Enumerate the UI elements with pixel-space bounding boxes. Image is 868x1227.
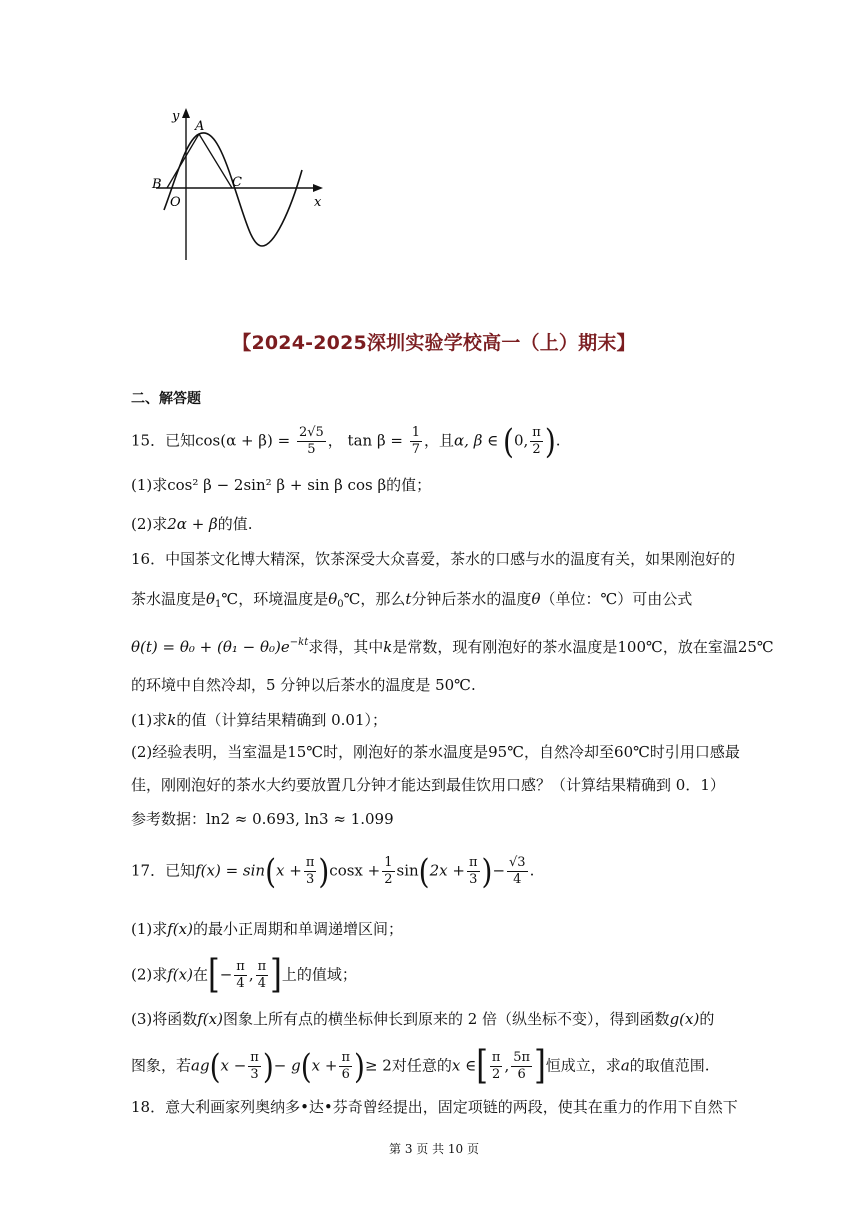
q17-frac-pi2 <box>490 1050 503 1083</box>
exam-title: 【2024-2025深圳实验学校高一（上）期末】 <box>232 332 636 354</box>
q17-p2a: (2)求 <box>131 965 168 984</box>
q17-p3c: 的 <box>699 1010 715 1028</box>
q15-end: . <box>555 431 561 450</box>
q17-end: . <box>529 861 535 880</box>
q15-frac1-den: 5 <box>307 442 316 457</box>
q16-l3b: 求得，其中 <box>308 638 384 656</box>
q17-five-pi: 5π <box>513 1050 531 1065</box>
q16-l2e: （单位：℃）可由公式 <box>540 590 693 608</box>
q17-four: 4 <box>513 872 522 887</box>
q17-part1 <box>131 918 403 940</box>
q17-frac-half <box>382 855 394 888</box>
q15-part2 <box>131 513 252 535</box>
q17-xp: x + <box>311 1056 338 1075</box>
q17-three-b: 3 <box>469 872 478 887</box>
q15-part1 <box>131 474 431 496</box>
q16-part2-line2: 佳，刚刚泡好的茶水大约要放置几分钟才能达到最佳饮用口感？（计算结果精确到 0．1） <box>131 776 725 794</box>
q17-p2b: 在 <box>192 965 208 984</box>
q16-formula-exp: −kt <box>289 637 309 648</box>
q17-frac-pi3c <box>248 1050 261 1083</box>
q17-frac-pi3b <box>467 855 480 888</box>
q15-frac2 <box>410 425 422 458</box>
q17-frac-5pi6 <box>511 1050 532 1083</box>
q17-frac-pi3 <box>304 855 317 888</box>
q15-ab: α, β ∈ <box>454 431 499 450</box>
q17-half-den: 2 <box>384 872 393 887</box>
segment-ba <box>167 134 199 188</box>
q16-temp25: 25℃ <box>737 638 774 656</box>
q15-cos-expr: cos(α + β) = <box>195 431 291 450</box>
q17-a: a <box>620 1056 630 1075</box>
q16-temp100: 100℃ <box>617 638 663 656</box>
q16-l2a: 茶水温度是 <box>131 590 207 608</box>
q16-k: k <box>383 638 393 656</box>
x-axis-arrow <box>313 184 323 192</box>
q17-minus-g: − g <box>273 1056 301 1075</box>
q17-part3-line2: 图象，若ag(x − $\frac{\pi}{3}$ )− g(x + $\frac{\pi}{6}$ )≥ 2对任意的x ∈[ $\frac{\pi}{2}$ , $\frac{5\pi}{6}$ ]恒成立，求a的取值范围. <box>131 1043 710 1089</box>
q17-p3a: (3)将函数 <box>131 1010 198 1028</box>
q15-frac2-num: 1 <box>411 425 421 440</box>
q16-part2 <box>131 741 740 763</box>
q17-pi-e: π <box>250 1050 259 1065</box>
q17-four-c: 4 <box>257 976 267 991</box>
q15-frac3-den: 2 <box>532 442 541 457</box>
q17-frac-pi6 <box>339 1050 352 1083</box>
q17-frac-sqrt3 <box>507 855 528 888</box>
q17-six: 6 <box>341 1067 350 1082</box>
q16-l2d: 分钟后茶水的温度 <box>411 590 532 608</box>
function-graph <box>142 100 342 270</box>
x-label: x <box>314 195 322 210</box>
q15-frac3 <box>530 425 543 458</box>
q17-pi-c: π <box>236 959 245 974</box>
q15-frac3-num: π <box>532 425 541 440</box>
q17-half-num: 1 <box>384 855 393 870</box>
q15-p2-end: 的值. <box>217 515 253 533</box>
q17-fx: f(x) = sin <box>195 861 266 880</box>
q17-sqrt3: √3 <box>509 855 526 870</box>
q15-p2-label: (2)求 <box>131 515 168 533</box>
q15-tan: ， tan β = <box>327 431 403 450</box>
q16-formula: θ(t) = θ₀ + (θ₁ − θ₀)e <box>131 638 290 656</box>
q17-frac-pi4a <box>234 959 247 992</box>
q17-frac-pi4b <box>256 959 269 992</box>
q17-p2f: f(x) <box>167 965 193 984</box>
point-c-label: C <box>232 175 242 190</box>
q16-p2d: 时引用口感最 <box>649 743 740 761</box>
q17-p3f: f(x) <box>197 1010 223 1028</box>
q16-line1: 16．中国茶文化博大精深，饮茶深受大众喜爱，茶水的口感与水的温度有关，如果刚泡好的 <box>131 550 736 568</box>
q16-l3c: 是常数，现有刚泡好的茶水温度是 <box>392 638 618 656</box>
q17-p1b: 的最小正周期和单调递增区间； <box>192 920 403 938</box>
y-axis-arrow <box>182 108 190 118</box>
q16-line4: 的环境中自然冷却，5 分钟以后茶水的温度是 50℃. <box>131 676 476 694</box>
q17-pi-b: π <box>468 855 478 870</box>
q17-xm: x − <box>220 1056 247 1075</box>
q16-l2b: ℃，环境温度是 <box>221 590 329 608</box>
q15-p1-expr: cos² β − 2sin² β + sin β cos β <box>167 476 387 494</box>
q15-statement: 15．已知cos(α + β) = $\frac{2√5}{5}$ ， tan β = $\frac{1}{7}$ ，且α, β ∈ (0, $\frac{\pi}{2}$ ). <box>131 421 561 461</box>
q17-l2a: 图象，若 <box>131 1056 192 1075</box>
q17-statement: 17．已知f(x) = sin(x + $\frac{\pi}{3}$ )cosx + $\frac{1}{2}$ sin(2x + $\frac{\pi}{3}$ )− $\frac{√3}{4}$ . <box>131 851 535 891</box>
q17-p3g: g(x) <box>669 1010 700 1028</box>
page-footer: 第 3 页 共 10 页 <box>389 1142 479 1156</box>
origin-label: O <box>170 195 181 210</box>
q16-l2c: ℃，那么 <box>343 590 406 608</box>
q16-ref-label: 参考数据： <box>131 810 207 828</box>
q15-interval-left: 0, <box>513 431 529 450</box>
q16-part1 <box>131 709 387 731</box>
q17-pi-d: π <box>257 959 267 974</box>
q17-p1a: (1)求 <box>131 920 168 938</box>
q16-line3 <box>131 632 774 658</box>
q17-part3 <box>131 1008 714 1030</box>
q17-minus: − <box>492 861 506 880</box>
point-b-label: B <box>152 177 162 192</box>
q16-temp95: 95℃ <box>488 743 525 761</box>
q17-p3b: 图象上所有点的横坐标伸长到原来的 2 倍（纵坐标不变），得到函数 <box>222 1010 670 1028</box>
q15-p2-expr: 2α + β <box>167 515 218 533</box>
q17-l2d: 的取值范围. <box>629 1056 710 1075</box>
q16-p1-k: k <box>167 711 177 729</box>
q16-reference <box>131 808 394 830</box>
q16-p1b: 的值（计算结果精确到 0.01）； <box>176 711 388 729</box>
q17-three: 3 <box>305 872 315 887</box>
q16-t: t <box>405 590 412 608</box>
q17-cosx: cosx + <box>329 861 381 880</box>
q16-theta0: θ <box>328 590 338 608</box>
y-label: y <box>172 109 180 124</box>
q17-pi-f: π <box>341 1050 351 1065</box>
q15-prefix: 15．已知 <box>131 431 196 450</box>
q17-l2b: 对任意的 <box>391 1056 452 1075</box>
q15-frac2-den: 7 <box>411 442 421 457</box>
q17-xin: x ∈ <box>451 1056 477 1075</box>
q16-temp15: 15℃ <box>287 743 324 761</box>
q15-frac1 <box>297 425 326 458</box>
q18-line1: 18．意大利画家列奥纳多•达•芬奇曾经提出，固定项链的两段，使其在重力的作用下自然下 <box>131 1098 738 1116</box>
q17-four-b: 4 <box>236 976 245 991</box>
q16-l3d: ，放在室温 <box>662 638 738 656</box>
q17-p1f: f(x) <box>167 920 193 938</box>
q17-sin2: sin <box>396 861 419 880</box>
q17-part2: (2)求f(x)在[− $\frac{\pi}{4}$ , $\frac{\pi}{4}$ ]上的值域； <box>131 952 357 998</box>
q16-theta1: θ <box>206 590 216 608</box>
q17-ge: ≥ 2 <box>364 1056 392 1075</box>
q16-line2: 茶水温度是$\theta_1℃$，环境温度是$\theta_0℃$，那么t分钟后茶水的温度θ（单位：℃）可由公式 <box>131 590 693 610</box>
q17-ag: ag <box>191 1056 210 1075</box>
q17-two: 2 <box>492 1067 501 1082</box>
q17-neg: − <box>219 965 233 984</box>
q15-frac1-num: 2√5 <box>298 425 324 440</box>
q16-p2b: 时，刚泡好的茶水温度是 <box>323 743 489 761</box>
q17-six-b: 6 <box>517 1067 526 1082</box>
q16-p1a: (1)求 <box>131 711 168 729</box>
q17-p2c: 上的值域； <box>281 965 357 984</box>
q17-inner1: x + <box>276 861 302 880</box>
q15-p1-end: 的值； <box>386 476 432 494</box>
q16-p2c: ，自然冷却至 <box>524 743 615 761</box>
q16-theta: θ <box>531 590 541 608</box>
q17-pi-g: π <box>491 1050 501 1065</box>
q17-inner2: 2x + <box>429 861 465 880</box>
q16-ref-values: ln2 ≈ 0.693, ln3 ≈ 1.099 <box>206 810 394 828</box>
q15-p1-label: (1)求 <box>131 476 168 494</box>
section-heading: 二、解答题 <box>131 391 201 407</box>
q17-pi: π <box>305 855 315 870</box>
q17-three-c: 3 <box>250 1067 259 1082</box>
q17-l2c: 恒成立，求 <box>545 1056 621 1075</box>
point-a-label: A <box>195 119 205 134</box>
q16-temp60: 60℃ <box>614 743 650 761</box>
q16-p2a: (2)经验表明，当室温是 <box>131 743 288 761</box>
q17-prefix: 17．已知 <box>131 861 196 880</box>
q15-mid2: ，且 <box>424 431 455 450</box>
